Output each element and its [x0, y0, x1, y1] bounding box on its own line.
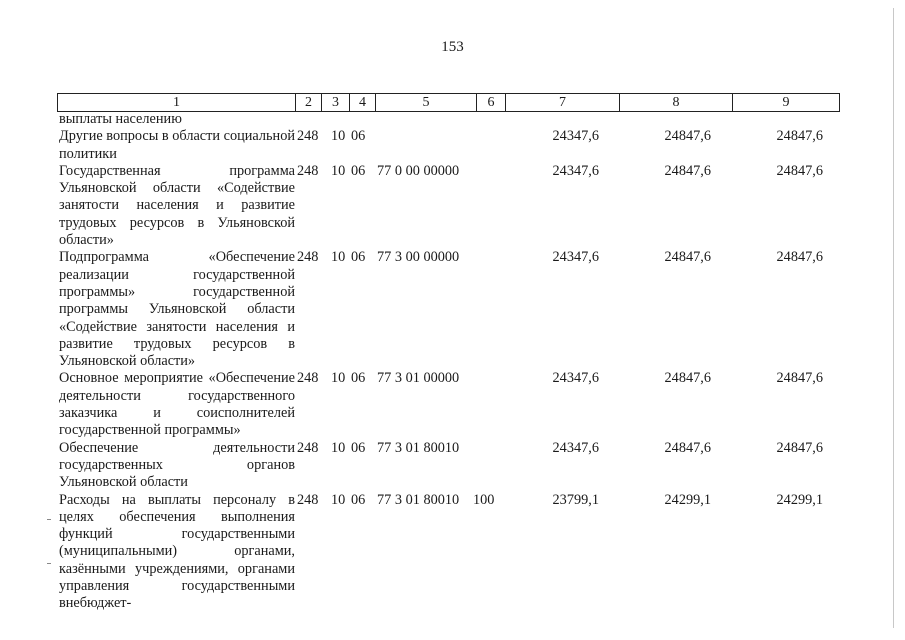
- row-col-7: 24347,6: [552, 162, 599, 179]
- row-col-8: 24847,6: [664, 162, 711, 179]
- row-col-8: 24847,6: [664, 370, 711, 387]
- row-col-5: 77 0 00 00000: [377, 162, 460, 179]
- header-col-5: 5: [376, 94, 477, 112]
- row-col-6: [473, 249, 507, 370]
- header-col-4: 4: [350, 94, 376, 112]
- table-row: [59, 249, 823, 370]
- table-row: [59, 111, 823, 128]
- budget-table: [59, 111, 823, 613]
- header-col-6: 6: [477, 94, 506, 112]
- row-col-8: 24847,6: [664, 439, 711, 456]
- row-col-9: 24847,6: [776, 249, 823, 266]
- row-name: Обеспечение деятельности государственных органов Ульяновской области: [59, 439, 295, 491]
- row-col-8: 24299,1: [664, 491, 711, 508]
- row-name: Государственная программа Ульяновской области «Содействие занятости населения и развитие трудовых ресурсов в Ульяновской области»: [59, 162, 295, 249]
- row-name: Подпрограмма «Обеспечение реализации государственной программы» государственной программы Ульяновской области «Содействие занятости населения и развитие трудовых ресурсов в Ульяновской области»: [59, 249, 295, 370]
- row-col-2: 248: [297, 439, 319, 456]
- row-col-6: [473, 128, 507, 163]
- column-number-header: [57, 93, 840, 112]
- row-name: Другие вопросы в области социальной политики: [59, 128, 295, 162]
- scan-mark: [47, 519, 51, 520]
- row-col-4: [351, 111, 377, 128]
- header-row: [58, 94, 840, 112]
- page-number: 153: [441, 39, 464, 55]
- row-col-3: 10: [331, 128, 346, 145]
- row-col-2: [295, 111, 331, 128]
- scan-mark: [47, 563, 51, 564]
- row-col-8: [599, 111, 711, 128]
- row-col-4: 06: [351, 249, 366, 266]
- row-col-7: [507, 111, 599, 128]
- row-col-2: 248: [297, 249, 319, 266]
- row-col-9: 24299,1: [776, 491, 823, 508]
- row-col-9: 24847,6: [776, 162, 823, 179]
- row-col-4: 06: [351, 128, 366, 145]
- row-col-6: 100: [473, 491, 495, 508]
- row-col-7: 24347,6: [552, 128, 599, 145]
- row-col-2: 248: [297, 128, 319, 145]
- table-row: [59, 440, 823, 492]
- row-col-8: 24847,6: [664, 249, 711, 266]
- row-col-2: 248: [297, 162, 319, 179]
- row-name: Основное мероприятие «Обеспечение деятельности государственного заказчика и соисполнителей государственной программы»: [59, 370, 295, 439]
- scan-edge-line: [893, 8, 894, 628]
- row-col-2: 248: [297, 370, 319, 387]
- row-col-5: [377, 128, 473, 163]
- row-col-4: 06: [351, 162, 366, 179]
- row-col-6: [473, 370, 507, 439]
- row-col-4: 06: [351, 370, 366, 387]
- row-col-5: 77 3 00 00000: [377, 249, 460, 266]
- row-col-5: 77 3 01 80010: [377, 439, 460, 456]
- row-col-7: 24347,6: [552, 249, 599, 266]
- row-col-6: [473, 111, 507, 128]
- row-col-3: 10: [331, 491, 346, 508]
- row-col-9: 24847,6: [776, 370, 823, 387]
- row-col-3: 10: [331, 439, 346, 456]
- row-col-3: 10: [331, 249, 346, 266]
- row-col-5: [377, 111, 473, 128]
- row-col-5: 77 3 01 00000: [377, 370, 460, 387]
- row-col-3: 10: [331, 370, 346, 387]
- row-col-6: [473, 440, 507, 492]
- row-col-7: 23799,1: [552, 491, 599, 508]
- row-col-7: 24347,6: [552, 439, 599, 456]
- header-col-9: 9: [733, 94, 840, 112]
- row-col-7: 24347,6: [552, 370, 599, 387]
- table-row: [59, 370, 823, 439]
- row-col-9: 24847,6: [776, 128, 823, 145]
- row-col-3: [331, 111, 351, 128]
- row-col-2: 248: [297, 491, 319, 508]
- row-name: выплаты населению: [59, 111, 182, 127]
- header-col-1: 1: [58, 94, 296, 112]
- header-col-8: 8: [620, 94, 733, 112]
- table-row: [59, 492, 823, 613]
- row-col-3: 10: [331, 162, 346, 179]
- row-col-4: 06: [351, 439, 366, 456]
- table-row: [59, 128, 823, 163]
- header-col-3: 3: [322, 94, 350, 112]
- header-col-7: 7: [506, 94, 620, 112]
- row-col-6: [473, 163, 507, 249]
- row-col-4: 06: [351, 491, 366, 508]
- row-col-9: 24847,6: [776, 439, 823, 456]
- row-col-9: [711, 111, 823, 128]
- row-col-5: 77 3 01 80010: [377, 491, 460, 508]
- table-row: [59, 163, 823, 249]
- header-col-2: 2: [296, 94, 322, 112]
- row-name: Расходы на выплаты персоналу в целях обеспечения выполнения функций государственными (муниципальными) органами, казёнными учреждениями, органами управления государственными внебюджет-: [59, 491, 295, 612]
- row-col-8: 24847,6: [664, 128, 711, 145]
